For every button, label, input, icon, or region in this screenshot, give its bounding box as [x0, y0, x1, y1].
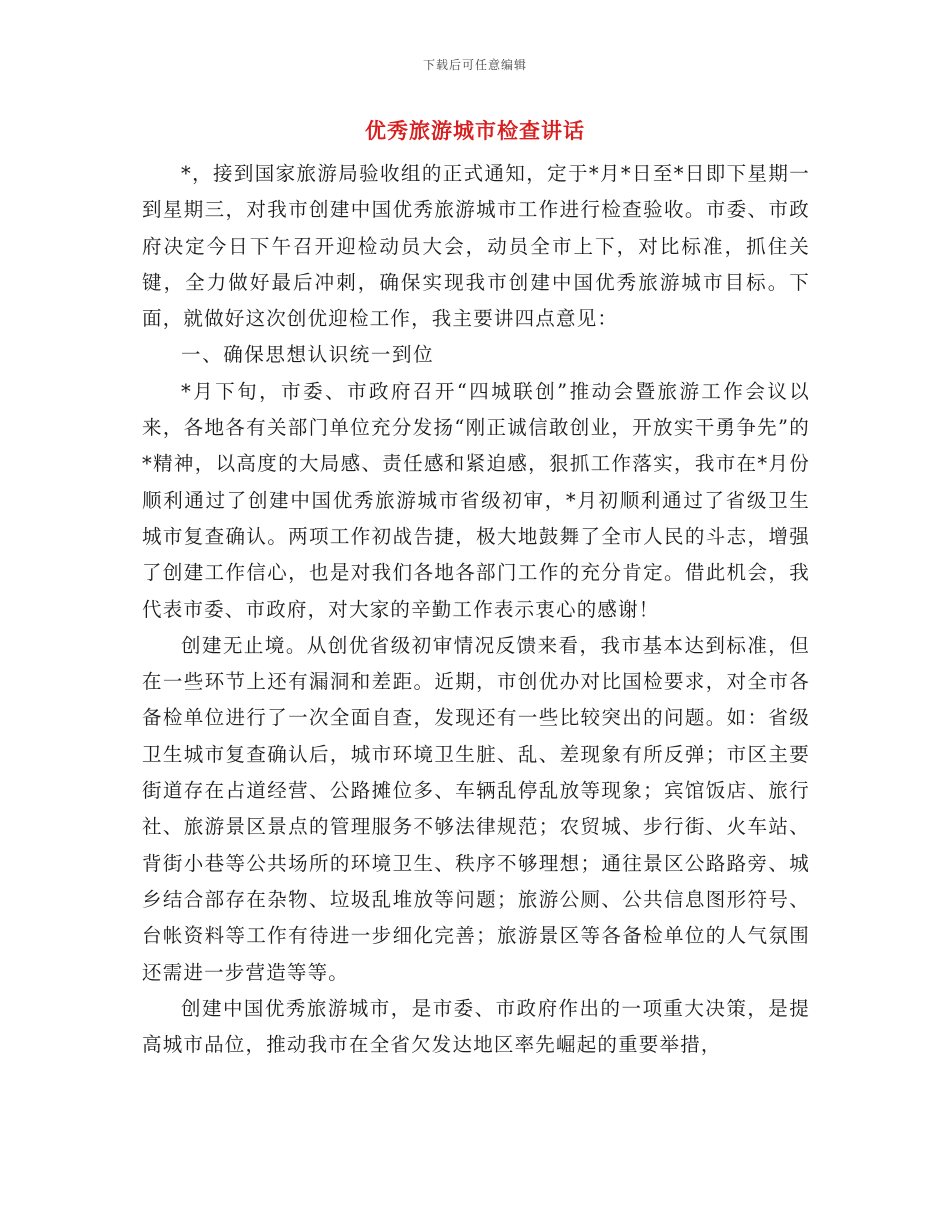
- header-note: 下载后可任意编辑: [422, 58, 527, 72]
- paragraph-significance: 创建中国优秀旅游城市，是市委、市政府作出的一项重大决策，是提高城市品位，推动我市在全省欠发达地区率先崛起的重要举措，: [142, 996, 810, 1057]
- document-title: 优秀旅游城市检查讲话: [365, 119, 585, 143]
- paragraph-progress: *月下旬，市委、市政府召开“四城联创”推动会暨旅游工作会议以来，各地各有关部门单位充分发扬“刚正诚信敢创业，开放实干勇争先”的*精神，以高度的大局感、责任感和紧迫感，狠抓工作落实，我市在*月份顺利通过了创建中国优秀旅游城市省级初审，*月初顺利通过了省级卫生城市复查确认。两项工作初战告捷，极大地鼓舞了全市人民的斗志，增强了创建工作信心，也是对我们各地各部门工作的充分肯定。借此机会，我代表市委、市政府，对大家的辛勤工作表示衷心的感谢！: [142, 379, 810, 621]
- paragraph-intro: *，接到国家旅游局验收组的正式通知，定于*月*日至*日即下星期一到星期三，对我市创建中国优秀旅游城市工作进行检查验收。市委、市政府决定今日下午召开迎检动员大会，动员全市上下，对比标准，抓住关键，全力做好最后冲刺，确保实现我市创建中国优秀旅游城市目标。下面，就做好这次创优迎检工作，我主要讲四点意见：: [142, 162, 810, 331]
- document-body: [142, 156, 810, 1063]
- paragraph-issues: 创建无止境。从创优省级初审情况反馈来看，我市基本达到标准，但在一些环节上还有漏洞和差距。近期，市创优办对比国检要求，对全市各备检单位进行了一次全面自查，发现还有一些比较突出的问题。如：省级卫生城市复查确认后，城市环境卫生脏、乱、差现象有所反弹；市区主要街道存在占道经营、公路摊位多、车辆乱停乱放等现象；宾馆饭店、旅行社、旅游景区景点的管理服务不够法律规范；农贸城、步行街、火车站、背街小巷等公共场所的环境卫生、秩序不够理想；通往景区公路路旁、城乡结合部存在杂物、垃圾乱堆放等问题；旅游公厕、公共信息图形符号、台帐资料等工作有待进一步细化完善；旅游景区等各备检单位的人气氛围还需进一步营造等等。: [142, 633, 810, 984]
- section-heading: 一、确保思想认识统一到位: [181, 343, 435, 367]
